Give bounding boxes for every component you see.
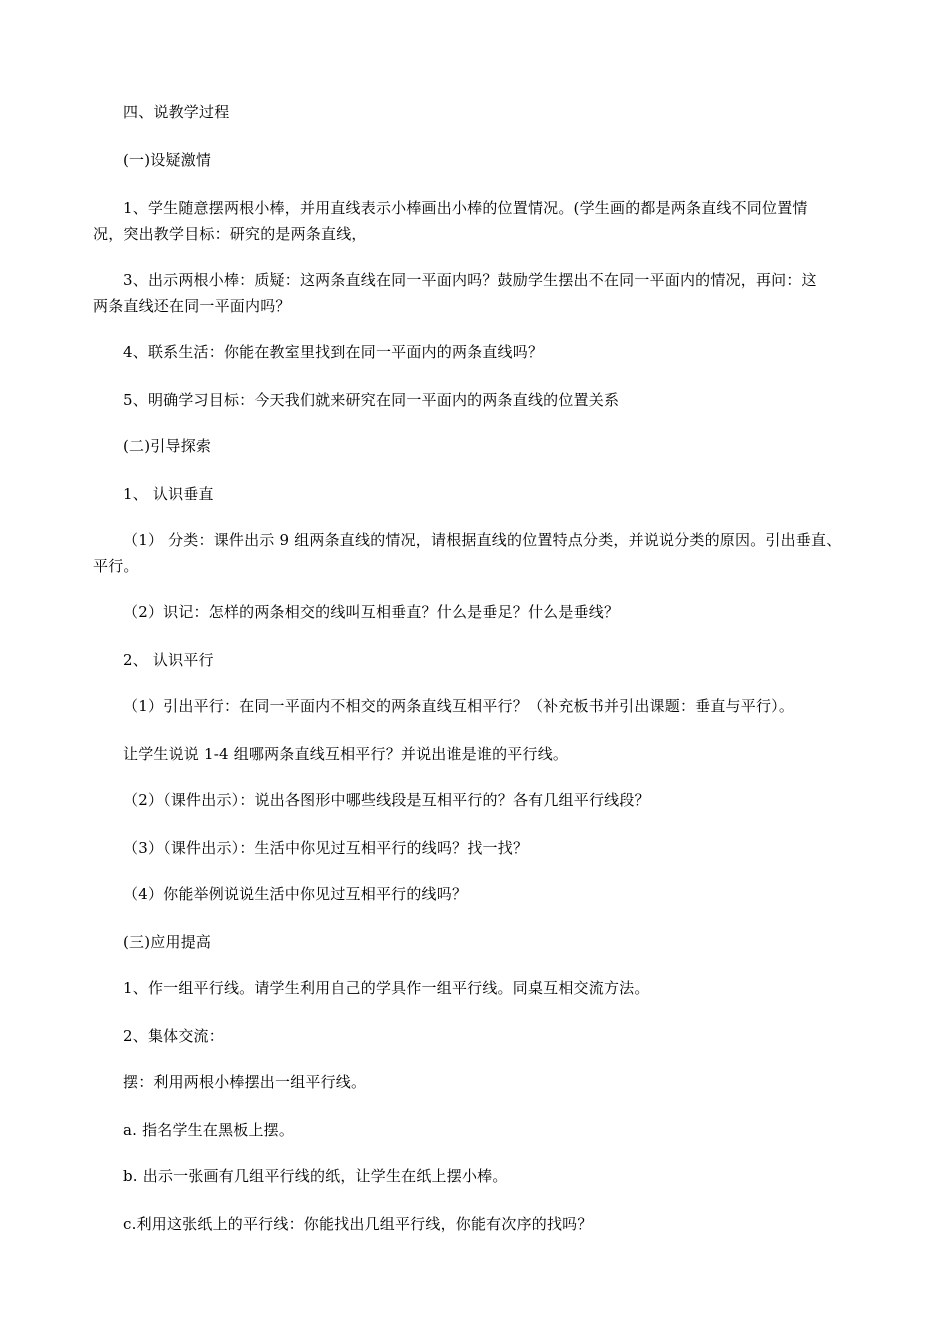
paragraph-line: （2）识记：怎样的两条相交的线叫互相垂直？什么是垂足？什么是垂线？ — [123, 603, 620, 621]
subsection-heading-3: (三)应用提高 — [123, 933, 212, 951]
paragraph-line: 3、出示两根小棒：质疑：这两条直线在同一平面内吗？鼓励学生摆出不在同一平面内的情况，再问：这 — [123, 271, 817, 289]
paragraph-line: 平行。 — [93, 557, 139, 575]
paragraph-line: （2）（课件出示）：说出各图形中哪些线段是互相平行的？各有几组平行线段？ — [123, 791, 650, 809]
paragraph-line: 5、明确学习目标：今天我们就来研究在同一平面内的两条直线的位置关系 — [123, 391, 620, 409]
subsection-heading-1: (一)设疑激情 — [123, 151, 212, 169]
paragraph-line: 2、集体交流： — [123, 1027, 224, 1045]
paragraph-line: （4）你能举例说说生活中你见过互相平行的线吗？ — [123, 885, 468, 903]
list-item: c.利用这张纸上的平行线：你能找出几组平行线，你能有次序的找吗？ — [123, 1215, 593, 1233]
list-item: a. 指名学生在黑板上摆。 — [123, 1121, 295, 1139]
paragraph-line: 让学生说说 1-4 组哪两条直线互相平行？并说出谁是谁的平行线。 — [123, 745, 569, 763]
section-heading-teaching-process: 四、说教学过程 — [123, 103, 230, 121]
paragraph-line: 况，突出教学目标：研究的是两条直线， — [93, 225, 367, 243]
paragraph-line: 1、作一组平行线。请学生利用自己的学具作一组平行线。同桌互相交流方法。 — [123, 979, 650, 997]
item-heading: 2、 认识平行 — [123, 651, 214, 669]
paragraph-line: 两条直线还在同一平面内吗？ — [93, 297, 291, 315]
list-item: b. 出示一张画有几组平行线的纸，让学生在纸上摆小棒。 — [123, 1167, 508, 1185]
paragraph-line: （3）（课件出示）：生活中你见过互相平行的线吗？找一找？ — [123, 839, 529, 857]
paragraph-line: （1） 分类：课件出示 9 组两条直线的情况，请根据直线的位置特点分类，并说说分类的原因。引出垂直、 — [123, 531, 842, 549]
paragraph-line: 4、联系生活：你能在教室里找到在同一平面内的两条直线吗？ — [123, 343, 544, 361]
item-heading: 1、 认识垂直 — [123, 485, 214, 503]
subsection-heading-2: (二)引导探索 — [123, 437, 212, 455]
paragraph-line: 1、学生随意摆两根小棒，并用直线表示小棒画出小棒的位置情况。(学生画的都是两条直线不同位置情 — [123, 199, 808, 217]
paragraph-line: （1）引出平行：在同一平面内不相交的两条直线互相平行？（补充板书并引出课题：垂直与平行）。 — [123, 697, 795, 715]
paragraph-line: 摆：利用两根小棒摆出一组平行线。 — [123, 1073, 367, 1091]
